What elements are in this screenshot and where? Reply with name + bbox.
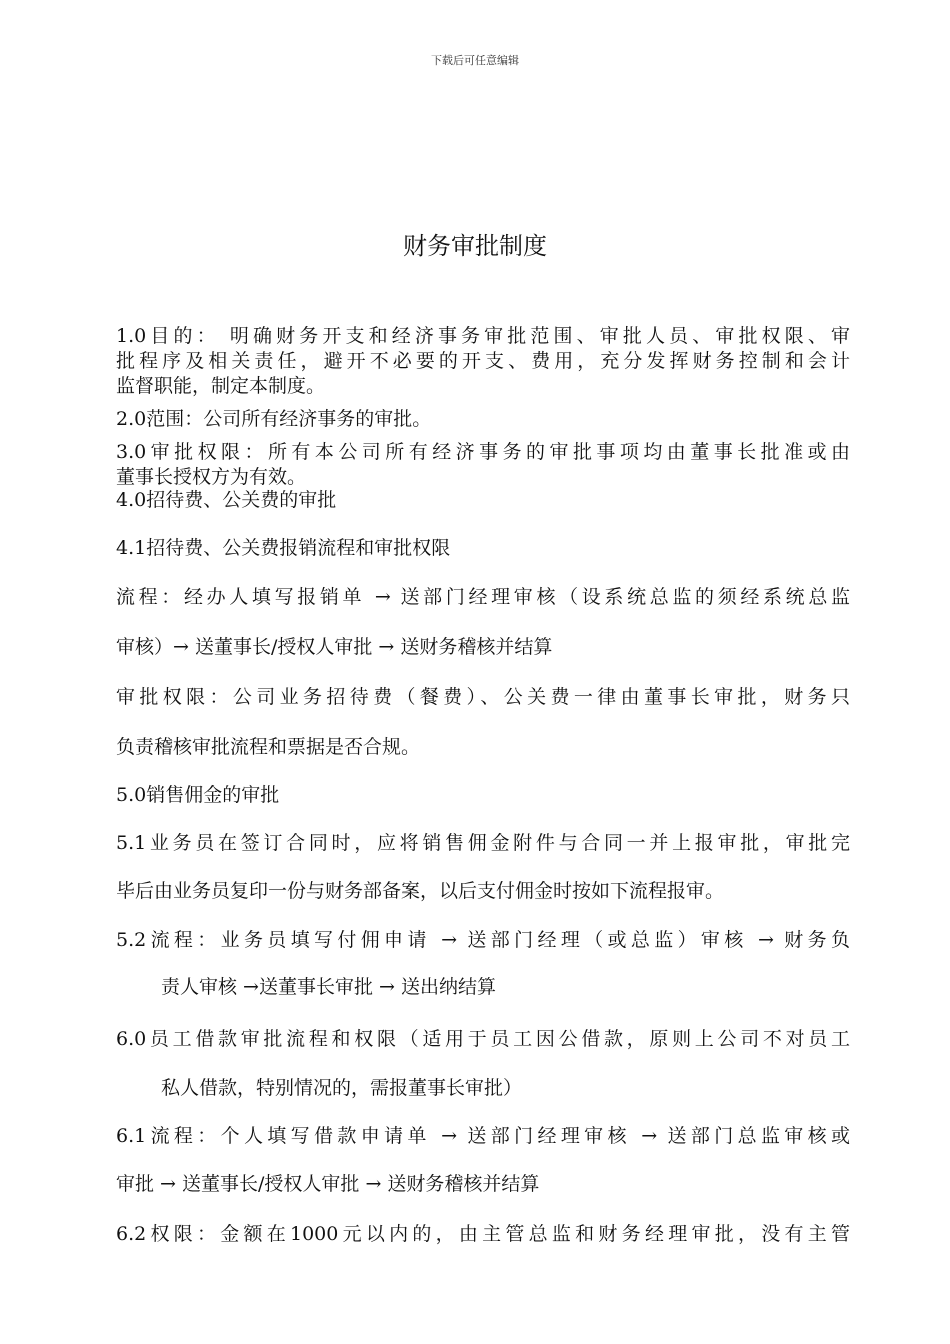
section-heading: 4.0招待费、公关费的审批 — [116, 489, 337, 511]
section-heading: 5.0销售佣金的审批 — [116, 784, 280, 806]
paragraph-line: 董事长授权方为有效。 — [116, 466, 307, 488]
paragraph-line: 审批权限：公司业务招待费（餐费）、公关费一律由董事长审批，财务只 — [116, 686, 850, 708]
paragraph-line: 审批 → 送董事长/授权人审批 → 送财务稽核并结算 — [116, 1173, 540, 1195]
paragraph-line: 毕后由业务员复印一份与财务部备案，以后支付佣金时按如下流程报审。 — [116, 880, 725, 902]
paragraph-line: 5.1业务员在签订合同时，应将销售佣金附件与合同一并上报审批，审批完 — [116, 832, 850, 854]
paragraph-line: 负责稽核审批流程和票据是否合规。 — [116, 736, 421, 758]
paragraph-line: 1.0目的： 明确财务开支和经济事务审批范围、审批人员、审批权限、审 — [116, 325, 850, 347]
paragraph-line: 流程：经办人填写报销单 → 送部门经理审核（设系统总监的须经系统总监 — [116, 586, 850, 608]
subsection-heading: 4.1招待费、公关费报销流程和审批权限 — [116, 537, 451, 559]
header-note: 下载后可任意编辑 — [431, 54, 519, 67]
section-heading: 6.0员工借款审批流程和权限（适用于员工因公借款，原则上公司不对员工 — [116, 1028, 850, 1050]
paragraph-line: 3.0审批权限：所有本公司所有经济事务的审批事项均由董事长批准或由 — [116, 441, 850, 463]
paragraph-line: 2.0范围：公司所有经济事务的审批。 — [116, 408, 432, 430]
paragraph-line: 6.2权限：金额在1000元以内的，由主管总监和财务经理审批，没有主管 — [116, 1223, 850, 1245]
paragraph-line: 批程序及相关责任，避开不必要的开支、费用，充分发挥财务控制和会计 — [116, 350, 850, 372]
paragraph-line: 责人审核 →送董事长审批 → 送出纳结算 — [161, 976, 496, 998]
document-title: 财务审批制度 — [403, 232, 547, 260]
paragraph-line: 5.2流程：业务员填写付佣申请 → 送部门经理（或总监）审核 → 财务负 — [116, 929, 850, 951]
paragraph-line: 私人借款，特别情况的，需报董事长审批） — [161, 1077, 523, 1099]
paragraph-line: 监督职能，制定本制度。 — [116, 375, 326, 397]
paragraph-line: 审核）→ 送董事长/授权人审批 → 送财务稽核并结算 — [116, 636, 553, 658]
paragraph-line: 6.1流程：个人填写借款申请单 → 送部门经理审核 → 送部门总监审核或 — [116, 1125, 850, 1147]
